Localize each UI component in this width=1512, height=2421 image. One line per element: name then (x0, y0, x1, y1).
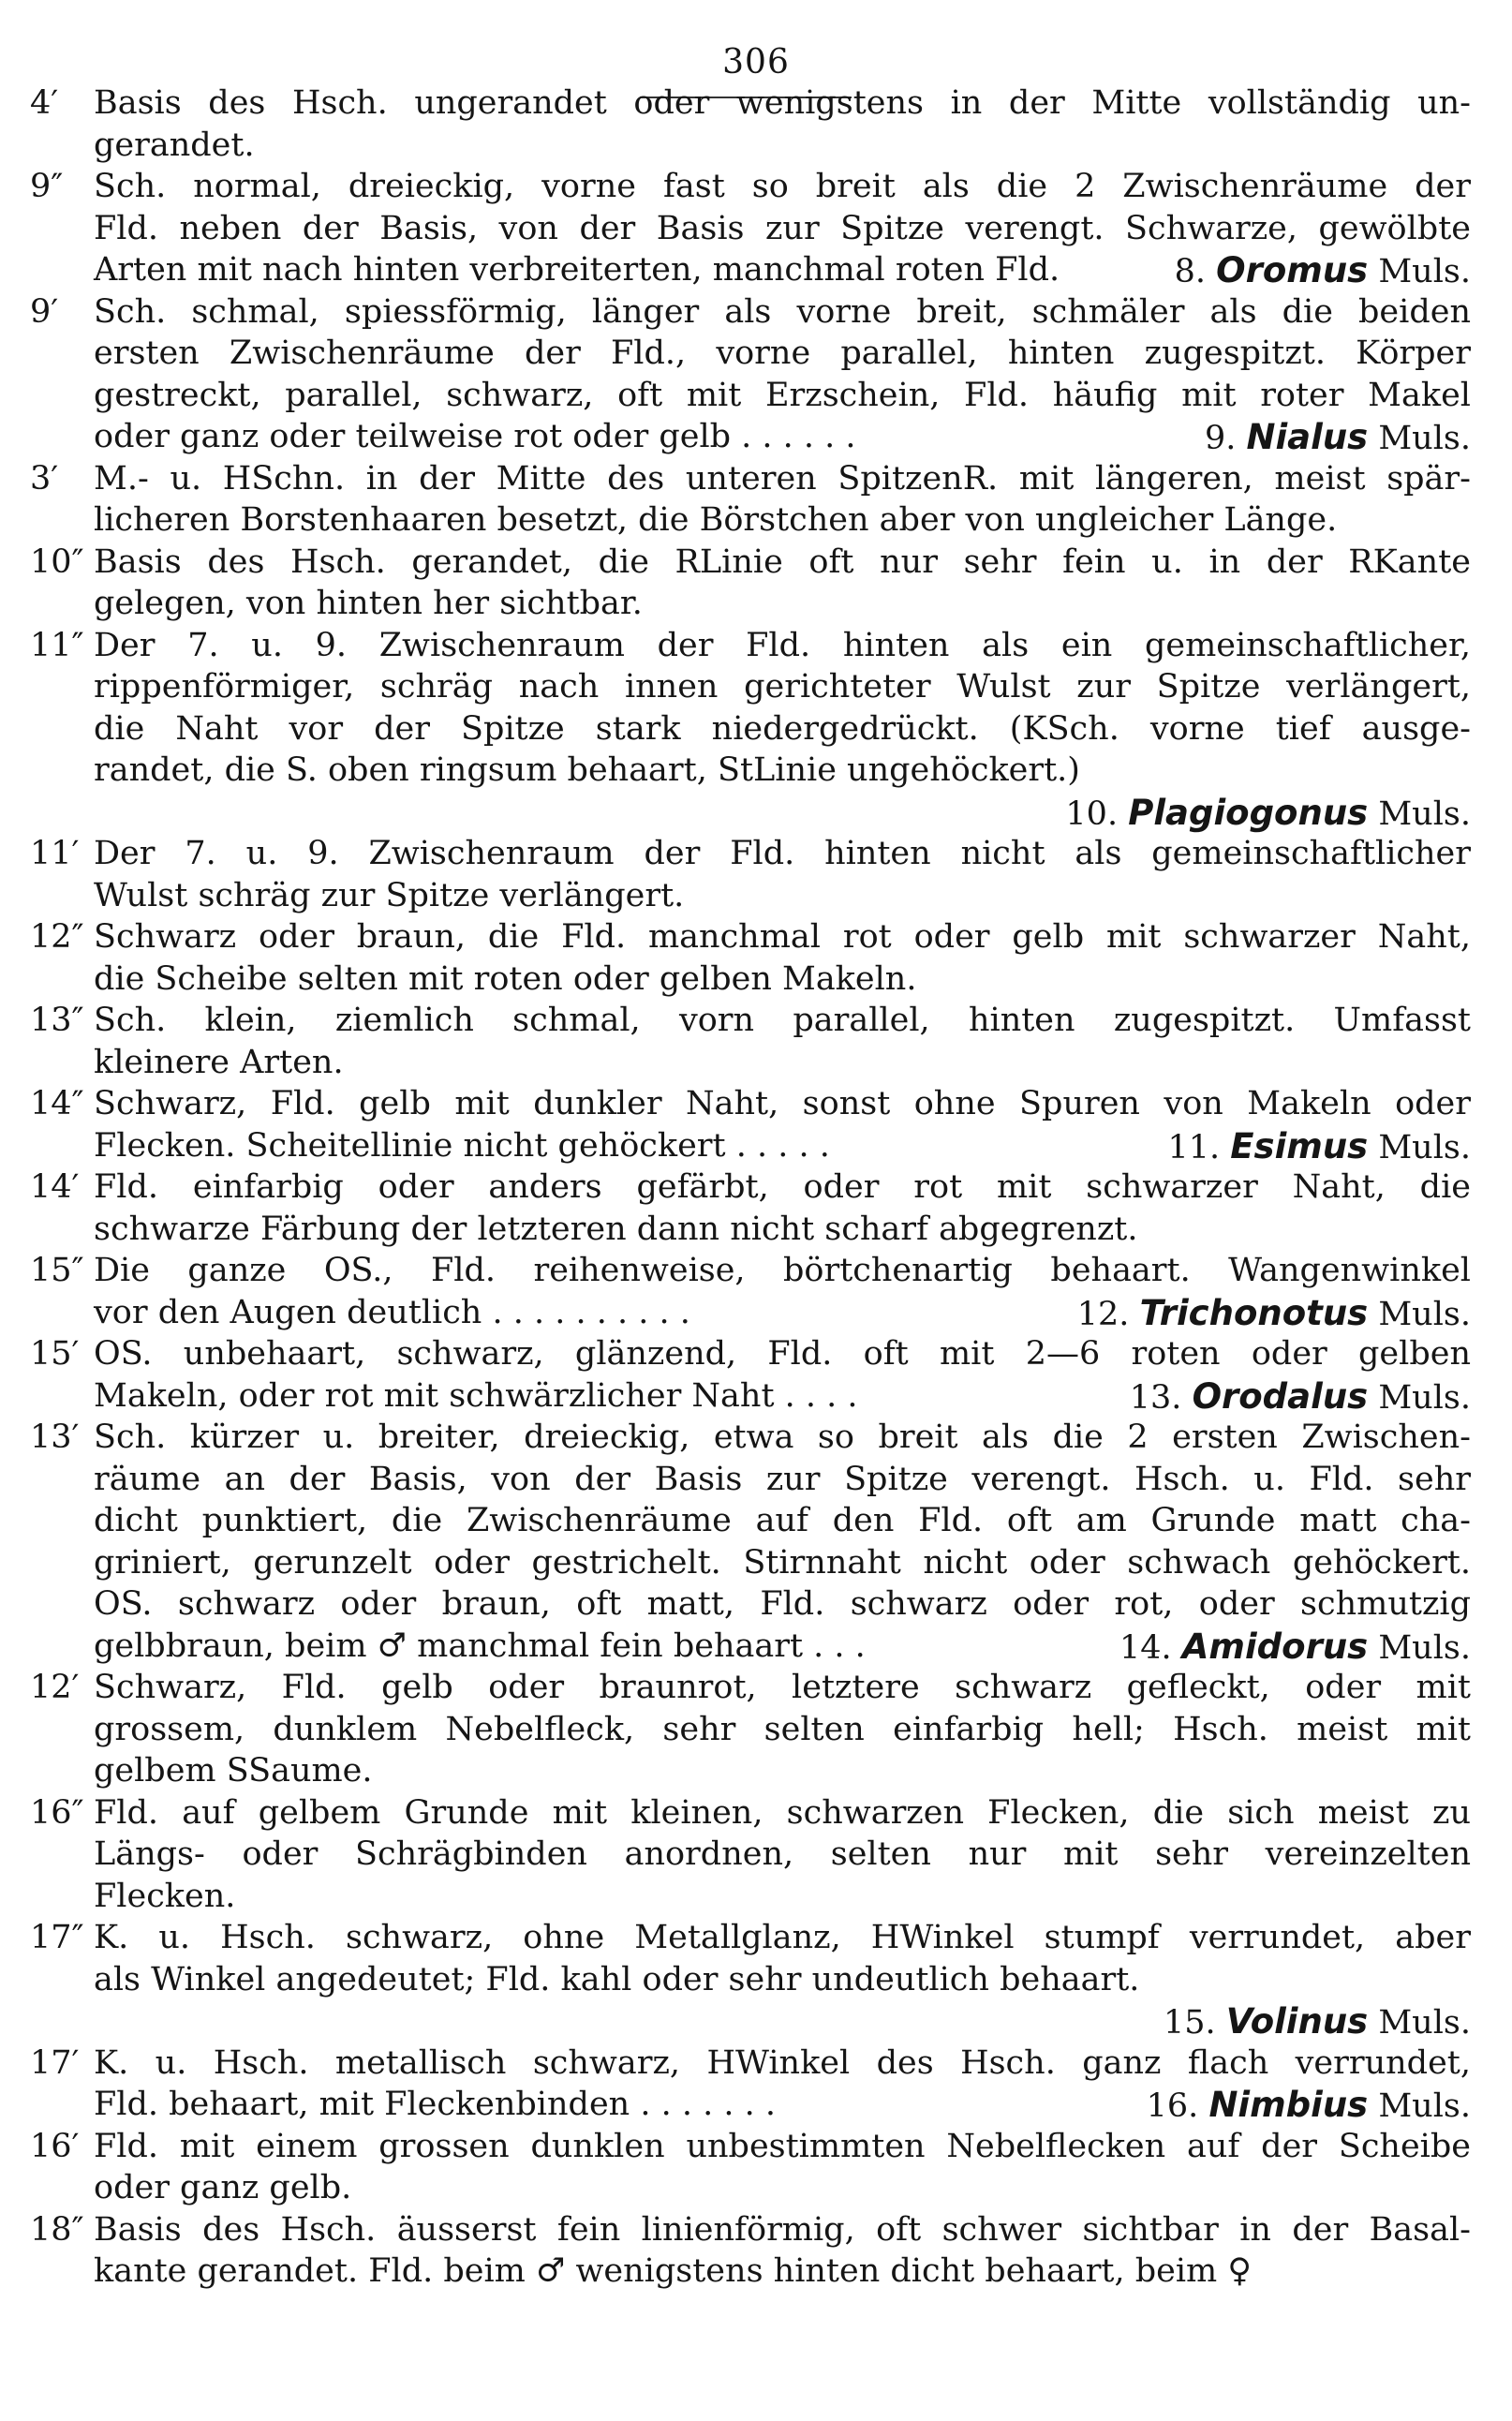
key-text-line: gelbem SSaume. (94, 1752, 373, 1790)
couplet-number: 9′ (30, 292, 59, 331)
genus-author: Muls. (1378, 253, 1471, 290)
genus-number: 9. (1204, 420, 1237, 457)
key-text-line: K. u. Hsch. schwarz, ohne Metallglanz, HWinkel stumpf verrundet, aber (94, 1919, 1471, 1956)
key-text-line: Sch. kürzer u. breiter, dreieckig, etwa so breit als die 2 ersten Zwischen- (94, 1418, 1471, 1456)
couplet-number: 12′ (30, 1669, 80, 1706)
couplet-number: 17′ (30, 2043, 80, 2082)
key-text-line: oder ganz oder teilweise rot oder gelb . . . . . . (94, 418, 856, 455)
genus-name: Esimus (1230, 1125, 1369, 1166)
key-text-line: Schwarz, Fld. gelb oder braunrot, letztere schwarz gefleckt, oder mit (94, 1669, 1471, 1706)
genus-author: Muls. (1378, 1128, 1471, 1166)
key-text-line: gestreckt, parallel, schwarz, oft mit Erzschein, Fld. häufig mit roter Makel (94, 376, 1471, 414)
genus-label (0, 2084, 1471, 2128)
genus-name: Oromus (1216, 250, 1369, 290)
couplet-number: 11′ (30, 835, 80, 872)
genus-label (0, 1292, 1471, 1336)
key-text-line: Wulst schräg zur Spitze verlängert. (94, 876, 685, 914)
key-text-line: OS. unbehaart, schwarz, glänzend, Fld. oft mit 2—6 roten oder gelben (94, 1335, 1471, 1373)
key-text-line: oder ganz gelb. (94, 2169, 352, 2206)
key-text-line: Sch. klein, ziemlich schmal, vorn parallel, hinten zugespitzt. Umfasst (94, 1002, 1471, 1039)
key-text-line: vor den Augen deutlich . . . . . . . . . . (94, 1293, 690, 1331)
key-text-line: Fld. einfarbig oder anders gefärbt, oder rot mit schwarzer Naht, die (94, 1168, 1471, 1206)
key-text-line: die Scheibe selten mit roten oder gelben Makeln. (94, 959, 917, 998)
genus-number: 11. (1167, 1128, 1221, 1166)
genus-author: Muls. (1378, 1378, 1471, 1417)
couplet-number: 15′ (30, 1335, 80, 1373)
key-text-line: Flecken. Scheitellinie nicht gehöckert . . . . . (94, 1126, 830, 1165)
key-text-line: gelbbraun, beim ♂ manchmal fein behaart . . . (94, 1626, 866, 1665)
genus-label (0, 2000, 1471, 2044)
key-text-line: Arten mit nach hinten verbreiterten, manchmal roten Fld. (94, 251, 1060, 289)
couplet-number: 15″ (30, 1252, 84, 1289)
key-text-line: Makeln, oder rot mit schwärzlicher Naht . . . . (94, 1376, 858, 1415)
key-text-line: OS. schwarz oder braun, oft matt, Fld. schwarz oder rot, oder schmutzig (94, 1585, 1471, 1623)
couplet-number: 16′ (30, 2127, 80, 2165)
genus-author: Muls. (1378, 795, 1471, 833)
genus-name: Nialus (1246, 417, 1369, 457)
genus-number: 13. (1129, 1378, 1182, 1417)
key-text-line: gerandet. (94, 126, 255, 164)
key-text-line: Schwarz oder braun, die Fld. manchmal rot oder gelb mit schwarzer Naht, (94, 918, 1471, 956)
key-text-line: gelegen, von hinten her sichtbar. (94, 585, 643, 622)
key-text-line: die Naht vor der Spitze stark niedergedrückt. (KSch. vorne tief ausge- (94, 709, 1471, 748)
genus-label (0, 1626, 1471, 1670)
key-text-line: Fld. auf gelbem Grunde mit kleinen, schwarzen Flecken, die sich meist zu (94, 1793, 1471, 1832)
key-text-line: Fld. mit einem grossen dunklen unbestimmten Nebelflecken auf der Scheibe (94, 2127, 1471, 2165)
key-text-line: kleinere Arten. (94, 1043, 344, 1081)
couplet-number: 3′ (30, 459, 59, 498)
genus-author: Muls. (1378, 2087, 1471, 2125)
genus-label (0, 792, 1471, 836)
couplet-number: 17″ (30, 1919, 84, 1956)
key-text-line: Fld. neben der Basis, von der Basis zur Spitze verengt. Schwarze, gewölbte (94, 209, 1471, 247)
couplet-number: 14′ (30, 1168, 80, 1206)
couplet-number: 4′ (30, 84, 59, 122)
key-text-line: Der 7. u. 9. Zwischenraum der Fld. hinten als ein gemeinschaftlicher, (94, 626, 1471, 664)
key-text-line: Sch. schmal, spiessförmig, länger als vorne breit, schmäler als die beiden (94, 292, 1471, 331)
genus-name: Amidorus (1181, 1626, 1369, 1667)
key-text-line: Basis des Hsch. gerandet, die RLinie oft nur sehr fein u. in der RKante (94, 542, 1471, 581)
key-text-line: ersten Zwischenräume der Fld., vorne parallel, hinten zugespitzt. Körper (94, 334, 1471, 372)
key-text-line: Fld. behaart, mit Fleckenbinden . . . . . . . (94, 2086, 776, 2123)
genus-number: 16. (1146, 2087, 1199, 2125)
key-text-line: Längs- oder Schrägbinden anordnen, selten nur mit sehr vereinzelten (94, 1835, 1471, 1873)
genus-name: Orodalus (1192, 1375, 1369, 1417)
genus-label (0, 1125, 1471, 1169)
genus-name: Trichonotus (1139, 1292, 1369, 1333)
couplet-number: 9″ (30, 168, 64, 205)
key-text-line: licheren Borstenhaaren besetzt, die Börstchen aber von ungleicher Länge. (94, 501, 1338, 539)
genus-label (0, 249, 1471, 293)
key-text-line: griniert, gerunzelt oder gestrichelt. Stirnnaht nicht oder schwach gehöckert. (94, 1543, 1471, 1582)
key-text-line: als Winkel angedeutet; Fld. kahl oder sehr undeutlich behaart. (94, 1960, 1140, 1998)
key-text-line: kante gerandet. Fld. beim ♂ wenigstens hinten dicht behaart, beim ♀ (94, 2252, 1252, 2290)
couplet-number: 16″ (30, 1793, 84, 1832)
key-text-line: randet, die S. oben ringsum behaart, StLinie ungehöckert.) (94, 751, 1080, 789)
couplet-number: 12″ (30, 918, 84, 956)
genus-number: 14. (1119, 1628, 1172, 1667)
key-text-line: grossem, dunklem Nebelfleck, sehr selten einfarbig hell; Hsch. meist mit (94, 1710, 1471, 1748)
genus-number: 15. (1163, 2004, 1216, 2042)
page-number: 306 (722, 43, 790, 82)
key-text-line: M.- u. HSchn. in der Mitte des unteren SpitzenR. mit längeren, meist spär- (94, 459, 1471, 498)
key-text-line: rippenförmiger, schräg nach innen gerichteter Wulst zur Spitze verlängert, (94, 668, 1471, 706)
genus-author: Muls. (1378, 1628, 1471, 1667)
genus-author: Muls. (1378, 2004, 1471, 2042)
key-text-line: K. u. Hsch. metallisch schwarz, HWinkel des Hsch. ganz flach verrundet, (94, 2043, 1471, 2082)
key-text-line: Schwarz, Fld. gelb mit dunkler Naht, sonst ohne Spuren von Makeln oder (94, 1085, 1471, 1122)
genus-number: 12. (1076, 1295, 1130, 1333)
key-text-line: räume an der Basis, von der Basis zur Spitze verengt. Hsch. u. Fld. sehr (94, 1460, 1471, 1498)
key-text-line: Basis des Hsch. äusserst fein linienförmig, oft schwer sichtbar in der Basal- (94, 2210, 1471, 2249)
genus-name: Nimbius (1208, 2085, 1369, 2125)
couplet-number: 13′ (30, 1418, 80, 1456)
couplet-number: 10″ (30, 542, 84, 581)
genus-label (0, 1375, 1471, 1419)
genus-author: Muls. (1378, 1295, 1471, 1333)
key-text-line: Flecken. (94, 1877, 236, 1915)
genus-name: Plagiogonus (1128, 792, 1369, 833)
key-text-line: schwarze Färbung der letzteren dann nicht scharf abgegrenzt. (94, 1210, 1138, 1248)
key-text-line: Sch. normal, dreieckig, vorne fast so breit als die 2 Zwischenräume der (94, 168, 1471, 205)
key-text-line: Der 7. u. 9. Zwischenraum der Fld. hinten nicht als gemeinschaftlicher (94, 835, 1471, 872)
genus-name: Volinus (1225, 2001, 1369, 2042)
key-text-line: dicht punktiert, die Zwischenräume auf den Fld. oft am Grunde matt cha- (94, 1502, 1471, 1539)
genus-number: 10. (1065, 795, 1119, 833)
couplet-number: 11″ (30, 626, 84, 664)
genus-author: Muls. (1378, 420, 1471, 457)
key-text-line: Basis des Hsch. ungerandet oder wenigstens in der Mitte vollständig un- (94, 84, 1471, 122)
couplet-number: 13″ (30, 1002, 84, 1039)
key-text-line: Die ganze OS., Fld. reihenweise, börtchenartig behaart. Wangenwinkel (94, 1252, 1471, 1289)
couplet-number: 18″ (30, 2210, 84, 2249)
genus-label (0, 416, 1471, 460)
genus-number: 8. (1174, 253, 1206, 290)
couplet-number: 14″ (30, 1085, 84, 1122)
